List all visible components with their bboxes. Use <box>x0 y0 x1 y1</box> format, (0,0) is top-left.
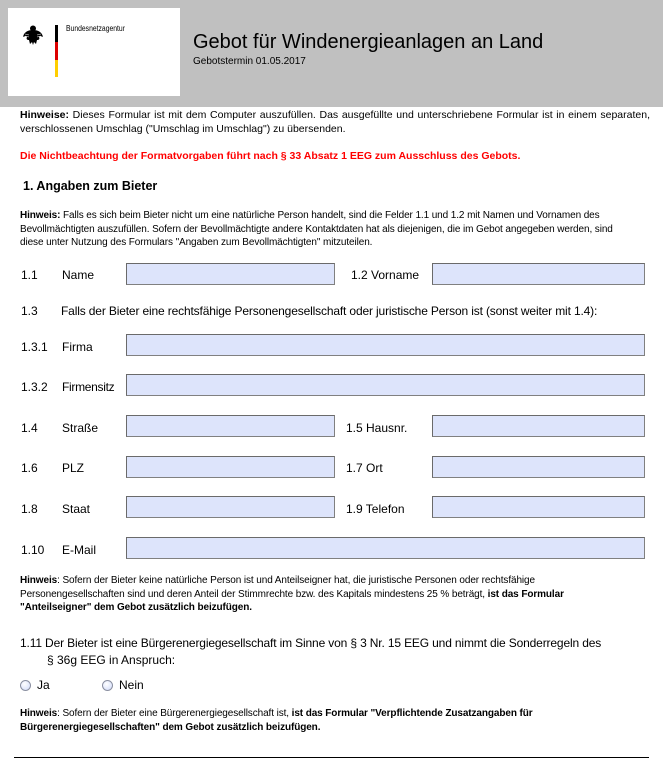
field-number-1-10: 1.10 <box>21 543 45 557</box>
field-number-1-3-1: 1.3.1 <box>21 340 48 354</box>
hausnr-label: 1.5 Hausnr. <box>346 421 408 435</box>
hint-shareholders <box>20 574 620 615</box>
plz-input[interactable] <box>127 457 334 477</box>
hint-citizen-energy <box>20 707 620 734</box>
citizen-energy-radio-group <box>20 678 144 692</box>
staat-label: Staat <box>62 502 91 516</box>
firmensitz-label: Firmensitz <box>62 380 115 394</box>
plz-label: PLZ <box>62 461 85 475</box>
form-header <box>0 0 663 107</box>
hint-label: Hinweis <box>20 575 58 586</box>
strasse-field[interactable] <box>126 415 335 437</box>
vorname-input[interactable] <box>433 264 644 284</box>
agency-logo <box>8 8 180 96</box>
strasse-input[interactable] <box>127 416 334 436</box>
firmensitz-input[interactable] <box>127 375 644 395</box>
page-title: Gebot für Windenergieanlagen an Land <box>193 31 544 53</box>
legal-entity-question: Falls der Bieter eine rechtsfähige Personengesellschaft oder juristische Person ist (sonst weiter mit 1.4): <box>61 304 598 318</box>
notice-label: Hinweise: <box>20 109 70 121</box>
radio-button-ja[interactable] <box>20 680 31 691</box>
hausnr-field[interactable] <box>432 415 645 437</box>
email-field[interactable] <box>126 537 645 559</box>
firmensitz-field[interactable] <box>126 374 645 396</box>
hint-bold-text: ist das Formular "Anteilseigner" dem Gebot zusätzlich beizufügen. <box>20 588 564 613</box>
strasse-label: Straße <box>62 421 99 435</box>
email-input[interactable] <box>127 538 644 558</box>
name-input[interactable] <box>127 264 334 284</box>
firma-field[interactable] <box>126 334 645 356</box>
bid-date: Gebotstermin 01.05.2017 <box>193 56 306 67</box>
field-number-1-8: 1.8 <box>21 502 38 516</box>
plz-field[interactable] <box>126 456 335 478</box>
staat-field[interactable] <box>126 496 335 518</box>
vorname-label: 1.2 Vorname <box>351 268 420 282</box>
format-warning: Die Nichtbeachtung der Formatvorgaben führt nach § 33 Absatz 1 EEG zum Ausschluss des Gebots. <box>20 150 521 162</box>
radio-option-ja[interactable] <box>20 678 102 692</box>
field-number-1-1: 1.1 <box>21 268 38 282</box>
telefon-field[interactable] <box>432 496 645 518</box>
citizen-energy-question-cont: § 36g EEG in Anspruch: <box>47 653 176 667</box>
radio-label-ja: Ja <box>37 678 50 692</box>
hint-bold-text: ist das Formular "Verpflichtende Zusatzangaben für Bürgerenergiegesellschaften" dem Gebot zusätzlich beizufügen. <box>20 708 533 733</box>
firma-label: Firma <box>62 340 93 354</box>
hint-text: Falls es sich beim Bieter nicht um eine natürliche Person handelt, sind die Felder 1.1 und 1.2 mit Namen und Vornamen des Bevollmächtigten auszufüllen. Sofern der Bevollmächtigte andere Kontaktdaten hat als diejenigen, die im Gebot angegeben werden, sind diese unter Nutzung des Formulars "Angaben zum Bevollmächtigten" mitzuteilen. <box>20 210 613 248</box>
field-number-1-6: 1.6 <box>21 461 38 475</box>
general-notice <box>20 108 650 136</box>
agency-name: Bundesnetzagentur <box>66 24 125 33</box>
email-label: E-Mail <box>62 543 97 557</box>
hint-label: Hinweis: <box>20 210 61 221</box>
name-field[interactable] <box>126 263 335 285</box>
german-flag-bar <box>55 25 58 77</box>
section-title: 1. Angaben zum Bieter <box>23 179 158 193</box>
telefon-input[interactable] <box>433 497 644 517</box>
staat-input[interactable] <box>127 497 334 517</box>
field-number-1-3: 1.3 <box>21 304 38 318</box>
firma-input[interactable] <box>127 335 644 355</box>
radio-label-nein: Nein <box>119 678 144 692</box>
vorname-field[interactable] <box>432 263 645 285</box>
hint-label: Hinweis <box>20 708 58 719</box>
hint-text: : Sofern der Bieter eine Bürgerenergiegesellschaft ist, <box>57 708 292 719</box>
radio-option-nein[interactable] <box>102 678 144 692</box>
ort-field[interactable] <box>432 456 645 478</box>
telefon-label: 1.9 Telefon <box>346 502 405 516</box>
section-divider <box>14 757 649 758</box>
field-number-1-3-2: 1.3.2 <box>21 380 48 394</box>
hint-text: : Sofern der Bieter keine natürliche Person ist und Anteilseigner hat, die juristische Personen oder rechtsfähige Personengesellschaften sind und deren Anteil der Stimmrechte bzw. des Kapitals mindestens 25 % beträgt, <box>20 575 535 600</box>
federal-eagle-icon <box>22 24 44 46</box>
field-number-1-4: 1.4 <box>21 421 38 435</box>
citizen-energy-question: 1.11 Der Bieter ist eine Bürgerenergiegesellschaft im Sinne von § 3 Nr. 15 EEG und nimmt die Sonderregeln des <box>20 636 602 650</box>
name-label: Name <box>62 268 95 282</box>
ort-input[interactable] <box>433 457 644 477</box>
radio-button-nein[interactable] <box>102 680 113 691</box>
notice-text: Dieses Formular ist mit dem Computer auszufüllen. Das ausgefüllte und unterschriebene Formular ist in einem separaten, verschlossenen Umschlag ("Umschlag im Umschlag") zu übersenden. <box>20 109 650 135</box>
hint-authorized-person <box>20 209 620 250</box>
ort-label: 1.7 Ort <box>346 461 383 475</box>
hausnr-input[interactable] <box>433 416 644 436</box>
